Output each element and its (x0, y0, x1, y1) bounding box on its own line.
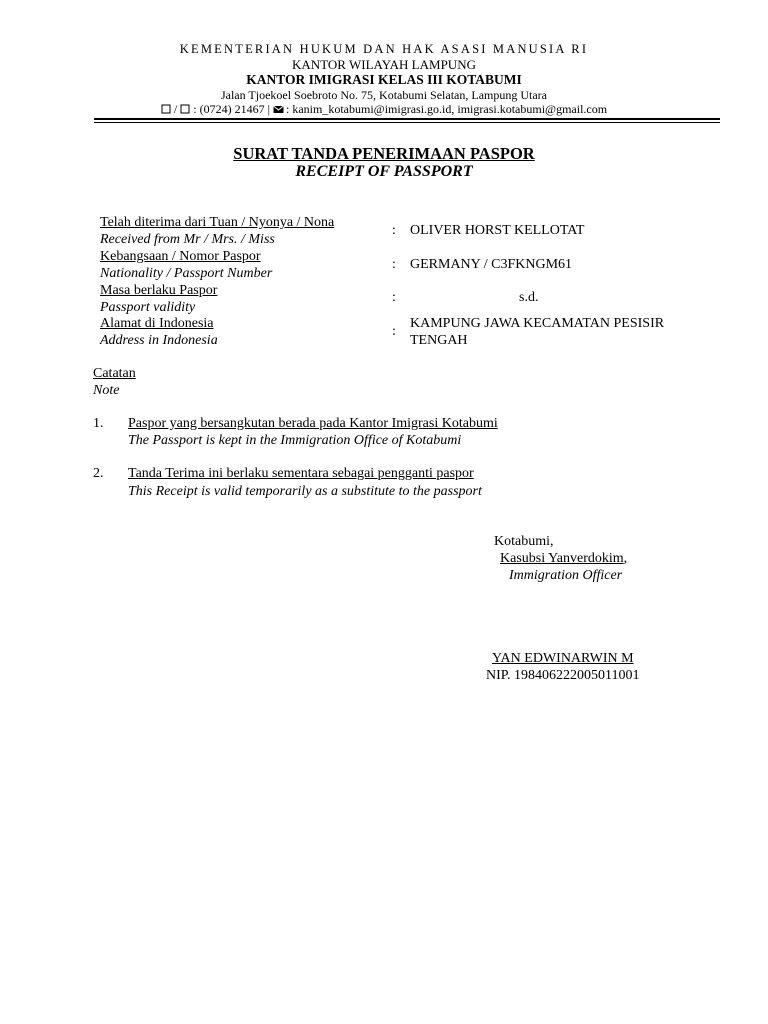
nationality-colon: : (392, 257, 396, 272)
note-label: Catatan (93, 366, 136, 381)
phone-icon (161, 103, 171, 113)
nationality-label: Kebangsaan / Nomor Paspor (100, 249, 261, 264)
note-item-2-text: Tanda Terima ini berlaku sementara sebagai pengganti paspor (128, 466, 474, 481)
note-label-en: Note (93, 383, 120, 398)
header-rule-thick (94, 118, 720, 120)
signature-place: Kotabumi, (494, 534, 554, 549)
received-from-label-en: Received from Mr / Mrs. / Miss (100, 232, 275, 247)
mail-icon (273, 103, 283, 113)
received-from-value: OLIVER HORST KELLOTAT (410, 223, 585, 238)
header-rule-thin (94, 122, 720, 123)
address-value-line1: KAMPUNG JAWA KECAMATAN PESISIR (410, 316, 665, 331)
email-addresses: : kanim_kotabumi@imigrasi.go.id, imigrasi.kotabumi@gmail.com (283, 102, 608, 116)
fax-icon (180, 103, 190, 113)
validity-label-en: Passport validity (100, 300, 196, 315)
nationality-label-en: Nationality / Passport Number (100, 266, 273, 281)
signatory-name: YAN EDWINARWIN M (492, 651, 634, 666)
address-label: Alamat di Indonesia (100, 316, 214, 331)
document-title: SURAT TANDA PENERIMAAN PASPOR (233, 144, 535, 163)
contact-line: / : (0724) 21467 | : kanim_kotabumi@imigrasi.go.id, imigrasi.kotabumi@gmail.com (0, 102, 768, 117)
signature-position-suffix: , (623, 551, 628, 566)
signature-position (500, 551, 627, 567)
received-from-label: Telah diterima dari Tuan / Nyonya / Nona (100, 215, 335, 230)
ministry-name: KEMENTERIAN HUKUM DAN HAK ASASI MANUSIA RI (179, 42, 589, 56)
validity-label: Masa berlaku Paspor (100, 283, 218, 298)
note-item-1-text-en: The Passport is kept in the Immigration Office of Kotabumi (128, 433, 462, 448)
address-value-line2: TENGAH (410, 333, 468, 348)
note-item-2-text-en: This Receipt is valid temporarily as a substitute to the passport (128, 484, 482, 499)
signature-position-title: Kasubsi Yanverdokim (500, 551, 624, 566)
office-address: Jalan Tjoekoel Soebroto No. 75, Kotabumi Selatan, Lampung Utara (220, 88, 548, 102)
note-item-2-number: 2. (93, 466, 104, 481)
validity-value: s.d. (519, 290, 539, 305)
signatory-nip: NIP. 198406222005011001 (486, 668, 640, 683)
nationality-value: GERMANY / C3FKNGM61 (410, 257, 573, 272)
address-colon: : (392, 324, 396, 339)
regional-office: KANTOR WILAYAH LAMPUNG (292, 57, 476, 72)
note-item-1-text: Paspor yang bersangkutan berada pada Kantor Imigrasi Kotabumi (128, 416, 498, 431)
validity-colon: : (392, 290, 396, 305)
note-item-1-number: 1. (93, 416, 104, 431)
document-title-english: RECEIPT OF PASSPORT (295, 163, 473, 180)
phone-number: : (0724) 21467 | (190, 102, 273, 116)
address-label-en: Address in Indonesia (100, 333, 218, 348)
received-from-colon: : (392, 223, 396, 238)
signature-position-en: Immigration Officer (509, 568, 623, 583)
office-name: KANTOR IMIGRASI KELAS III KOTABUMI (246, 72, 522, 87)
